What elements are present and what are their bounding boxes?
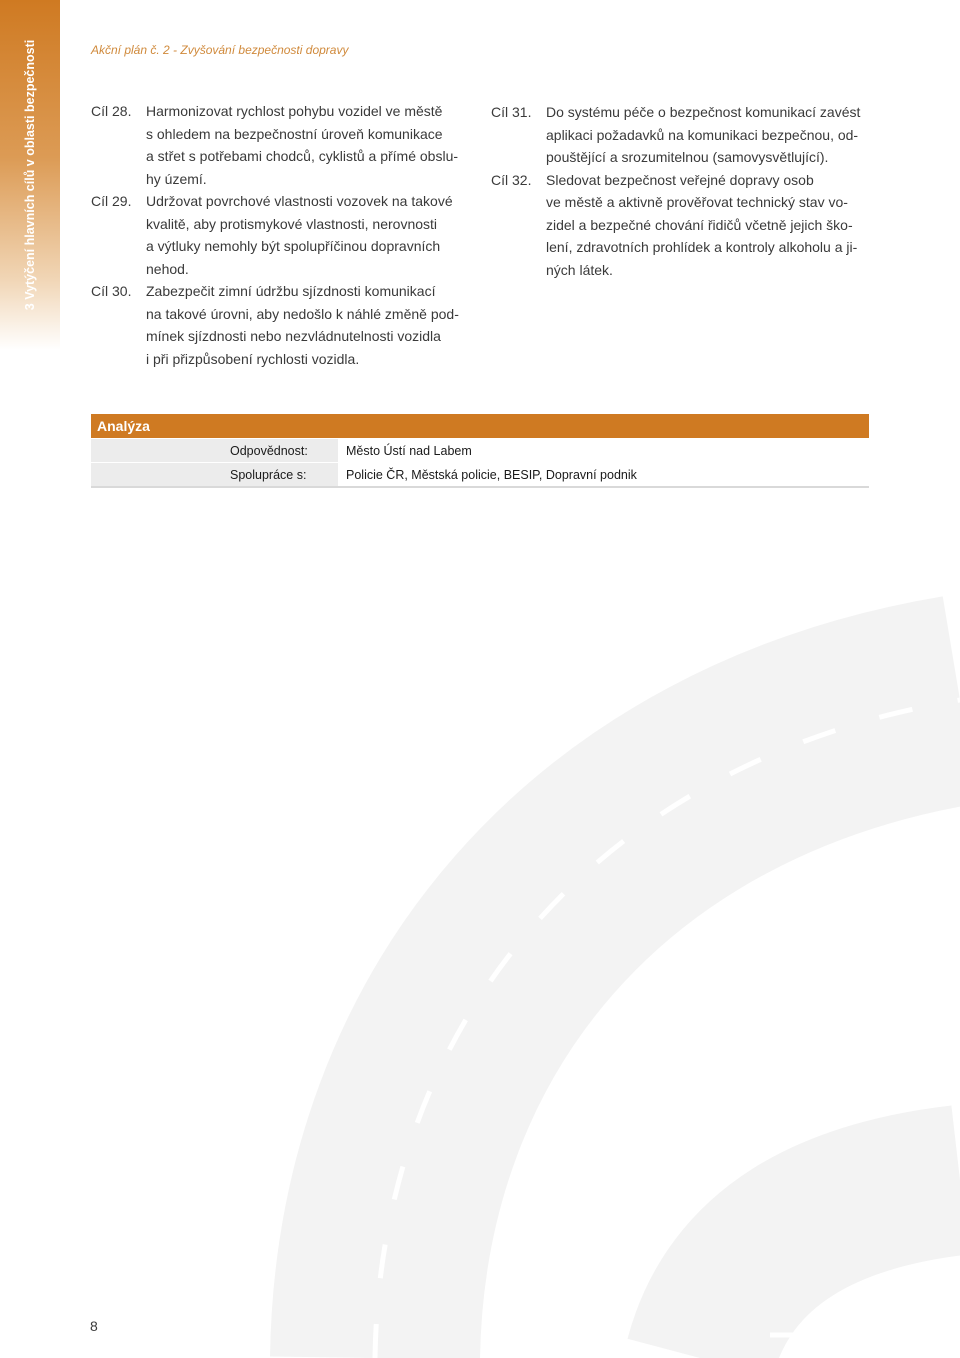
analysis-title: Analýza — [97, 418, 150, 434]
goals-right-column — [491, 101, 869, 281]
goal-item — [91, 280, 471, 370]
running-header: Akční plán č. 2 - Zvyšování bezpečnosti dopravy — [91, 43, 349, 57]
goal-number: Cíl 32. — [491, 171, 532, 188]
analysis-heading — [91, 414, 869, 438]
row-value: Město Ústí nad Labem — [338, 439, 869, 462]
goal-text: Udržovat povrchové vlastnosti vozovek na takové kvalitě, aby protismykové vlastnosti, nerovnosti a výtluky nemohly být spolupříčinou dopravních nehod. — [146, 193, 453, 277]
goal-text: Do systému péče o bezpečnost komunikací zavést aplikaci požadavků na komunikaci bezpečnou, od- pouštějící a srozumitelnou (samovysvětlující). — [546, 104, 861, 165]
goal-number: Cíl 31. — [491, 104, 532, 120]
goal-item — [91, 100, 471, 190]
goal-number: Cíl 30. — [91, 283, 132, 299]
row-value: Policie ČR, Městská policie, BESIP, Dopravní podnik — [338, 463, 869, 486]
goal-item — [491, 169, 869, 282]
goal-item — [91, 190, 471, 280]
row-label: Odpovědnost: — [230, 443, 308, 458]
table-row — [91, 462, 869, 486]
row-label: Spolupráce s: — [230, 467, 307, 482]
chapter-side-band — [0, 0, 60, 350]
goals-left-column — [91, 100, 471, 370]
goal-text: Zabezpečit zimní údržbu sjízdnosti komunikací na takové úrovni, aby nedošlo k náhlé změně pod- mínek sjízdnosti nebo nezvládnutelnosti vozidla i při přizpůsobení rychlosti vozidla. — [146, 283, 459, 367]
responsibility-table — [91, 439, 869, 486]
goal-text: Sledovat bezpečnost veřejné dopravy osob ve městě a aktivně prověřovat technický stav vo- zidel a bezpečné chování řidičů včetně jejich ško- lení, zdravotních prohlídek a kontroly alkoholu a ji- ných látek. — [546, 171, 858, 278]
goal-item — [491, 101, 869, 169]
goal-number: Cíl 28. — [91, 103, 132, 119]
table-row — [91, 439, 869, 462]
chapter-title: 3 Vytýčení hlavních cílů v oblasti bezpečnosti — [23, 39, 37, 311]
page-number: 8 — [90, 1318, 98, 1334]
table-bottom-rule — [91, 486, 869, 488]
goal-number: Cíl 29. — [91, 193, 132, 209]
goal-text: Harmonizovat rychlost pohybu vozidel ve městě s ohledem na bezpečnostní úroveň komunikace a střet s potřebami chodců, cyklistů a přímé obslu- hy území. — [146, 103, 459, 187]
